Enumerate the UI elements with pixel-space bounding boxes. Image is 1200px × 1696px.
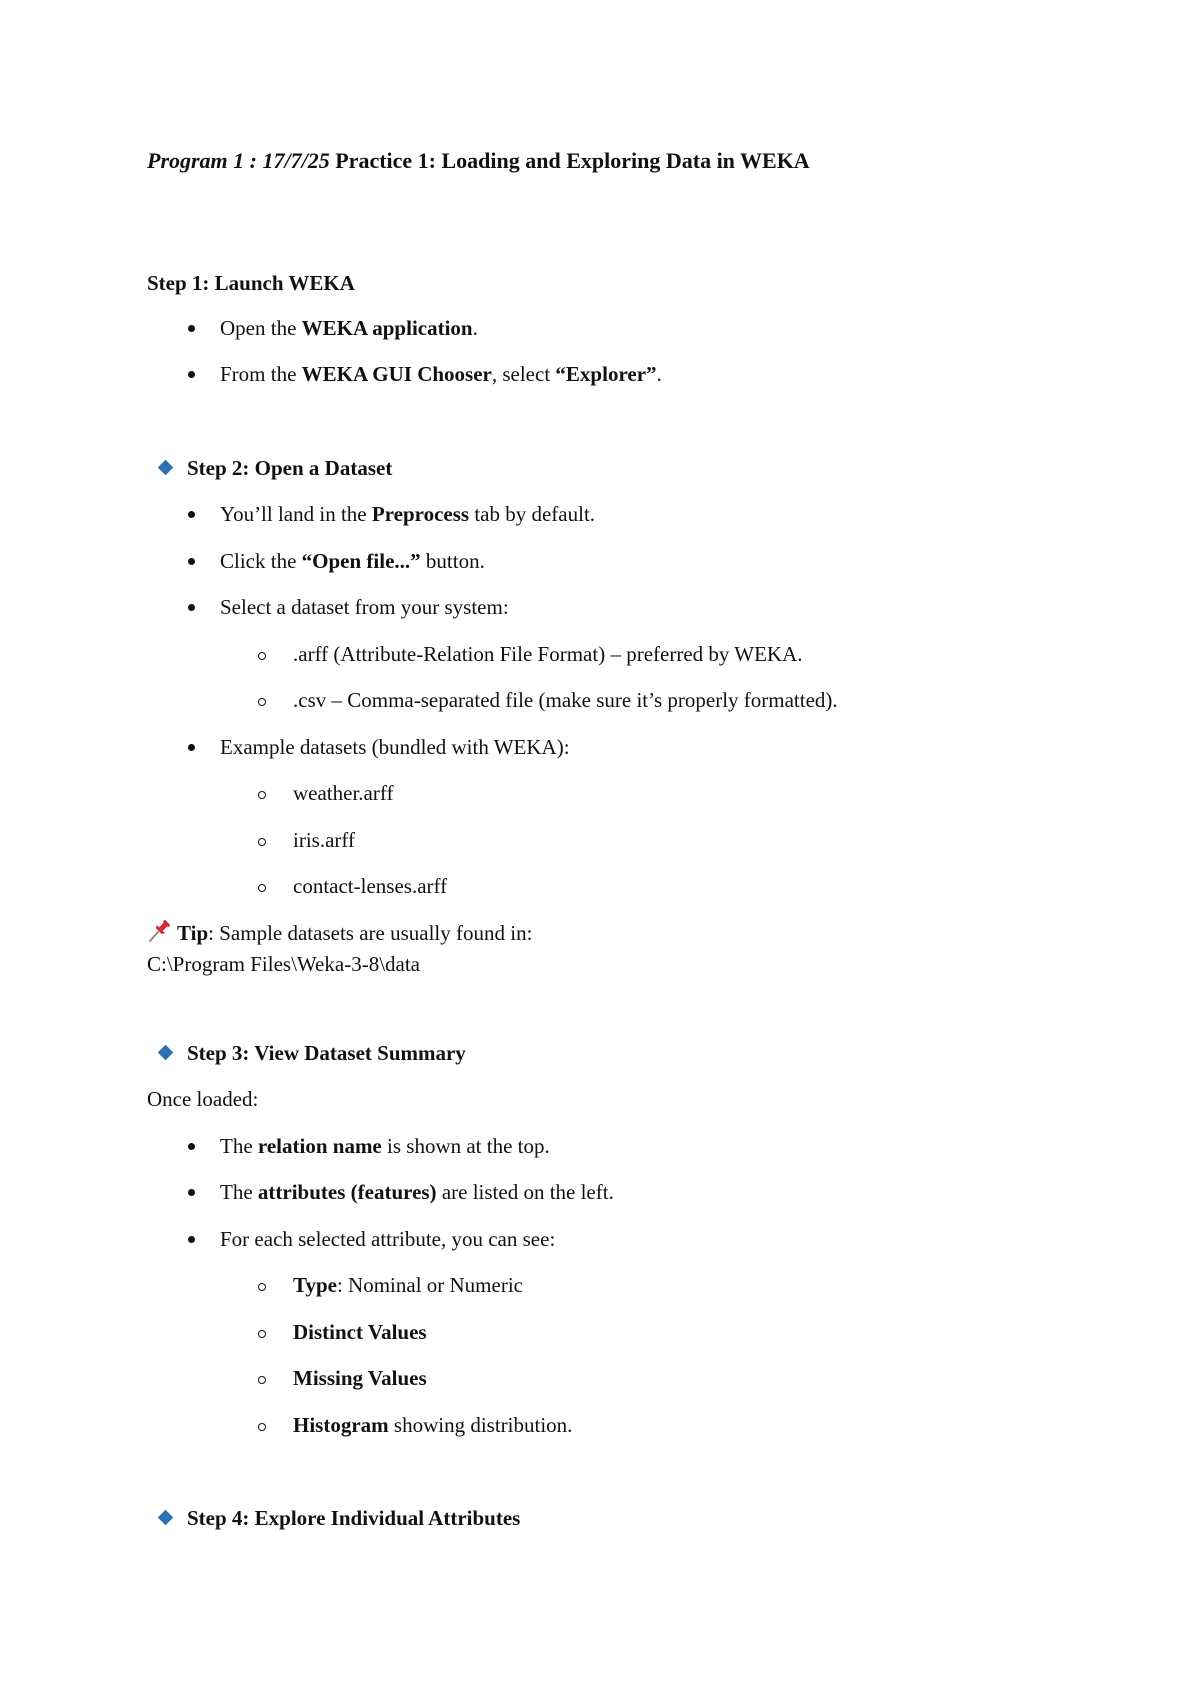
blue-diamond-icon xyxy=(158,1510,174,1526)
circle-bullet-icon xyxy=(258,1330,266,1338)
bullet-icon xyxy=(188,604,195,611)
bullet-icon xyxy=(188,371,195,378)
circle-bullet-icon xyxy=(258,698,266,706)
circle-bullet-icon xyxy=(258,838,266,846)
bullet-icon xyxy=(188,744,195,751)
bullet-icon xyxy=(188,558,195,565)
tip-text: : Sample datasets are usually found in: xyxy=(208,921,533,945)
tip-line xyxy=(147,919,532,947)
circle-bullet-icon xyxy=(258,884,266,892)
program-label: Program 1 : 17/7/25 xyxy=(147,148,330,173)
bullet-icon xyxy=(188,325,195,332)
circle-bullet-icon xyxy=(258,1283,266,1291)
practice-title: Practice 1: Loading and Exploring Data in WEKA xyxy=(335,148,810,173)
step3-intro: Once loaded: xyxy=(147,1087,259,1111)
bullet-icon xyxy=(188,1236,195,1243)
bullet-icon xyxy=(188,1143,195,1150)
blue-diamond-icon xyxy=(158,1045,174,1061)
circle-bullet-icon xyxy=(258,791,266,799)
tip-label: Tip xyxy=(177,921,209,945)
blue-diamond-icon xyxy=(158,460,174,476)
document-title xyxy=(147,147,810,175)
circle-bullet-icon xyxy=(258,1423,266,1431)
circle-bullet-icon xyxy=(258,652,266,660)
circle-bullet-icon xyxy=(258,1376,266,1384)
bullet-icon xyxy=(188,1189,195,1196)
tip-path: C:\Program Files\Weka-3-8\data xyxy=(147,952,420,976)
pushpin-icon xyxy=(147,919,173,943)
document-page: Program 1 : 17/7/25 Practice 1: Loading and Exploring Data in WEKA Step 1: Launch WEKA Open the WEKA application. From the WEKA GUI Chooser, select “Explorer”. Step 2: Open a Dataset You’ll land in the Preprocess tab by default. Click the “Open file...” button. Select a dataset from your system: .arff (Attribute-Relation File Format) – preferred by WEKA. .csv – Comma-separated file (make sure it’s properly formatted). Example datasets (bundled with WEKA): weather.arff iris.arff contact-lenses.arff Tip: Sample datasets are usually found in: C:\Program Files\Weka-3-8\data Step 3: View Dataset Summary Once loaded: The relation name is shown at the top. The attributes (features) are listed on the left. For each selected attribute, you can see: Type: Nominal or Numeric Distinct Values Missing Values Histogram showing distribution. Step 4: Explore Individual Attributes xyxy=(147,148,838,1530)
step1-heading: Step 1: Launch WEKA xyxy=(147,271,355,295)
bullet-icon xyxy=(188,511,195,518)
